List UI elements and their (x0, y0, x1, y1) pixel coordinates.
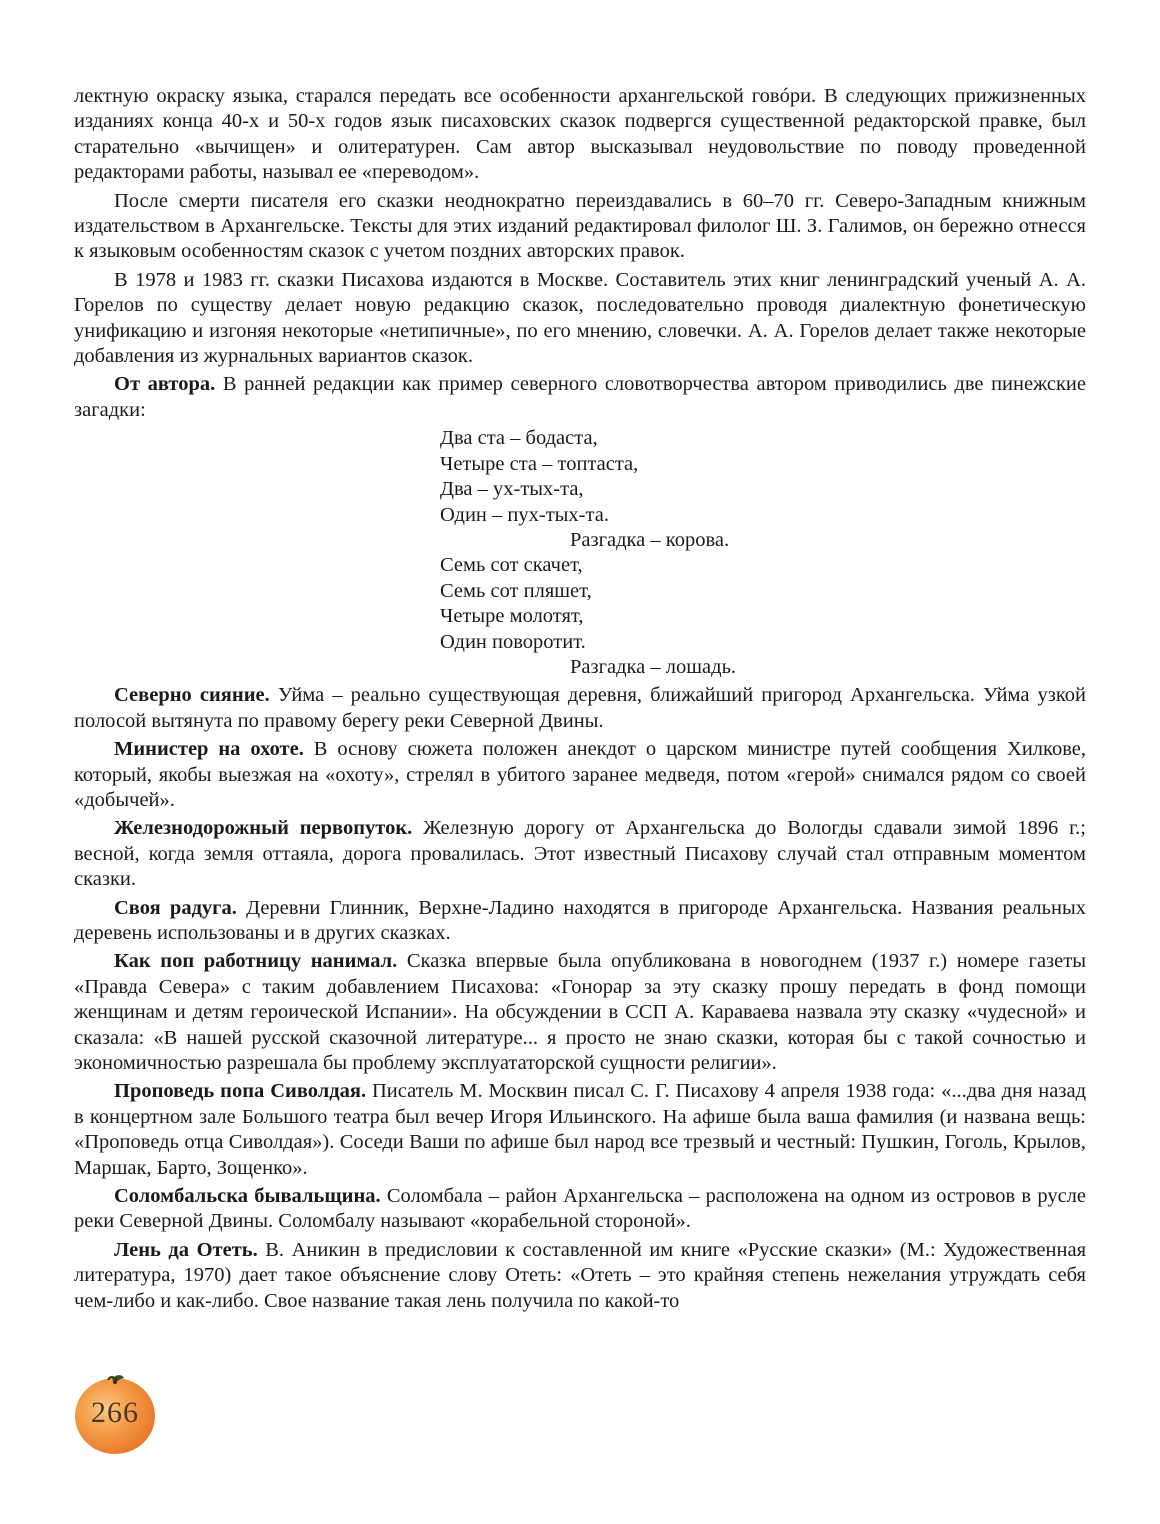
paragraph-continuation (74, 84, 1086, 186)
note-paragraph (74, 737, 1086, 813)
note-paragraph (74, 1184, 1086, 1235)
note-title: Северно сияние. (114, 684, 270, 707)
paragraph-text: После смерти писателя его сказки неоднократно переиздавались в 60–70 гг. Северо-Западным книжным издательством в Архангельске. Тексты для этих изданий редактировал филолог Ш. З. Галимов, он бережно отнесся к языковым особенностям сказок с учетом поздних авторских правок. (74, 189, 1086, 263)
paragraph (74, 189, 1086, 265)
riddle-line: Один поворотит. (440, 630, 586, 653)
note-title: Своя радуга. (114, 896, 237, 919)
note-text: Уйма – реально существующая деревня, ближайший пригород Архангельска. Уйма узкой полосой вытянута по правому берегу реки Северной Двины. (74, 684, 1086, 732)
note-text: Соломбала – район Архангельска – расположена на одном из островов в русле реки Северной Двины. Соломбалу называют «корабельной стороной». (74, 1185, 1086, 1233)
note-paragraph (74, 1079, 1086, 1181)
note-text: Железную дорогу от Архангельска до Вологды сдавали зимой 1896 г.; весной, когда земля оттаяла, дорога провалилась. Этот известный Писахову случай стал отправным моментом сказки. (74, 817, 1086, 891)
note-paragraph (74, 896, 1086, 947)
page-number-badge (72, 1370, 158, 1456)
note-text: В. Аникин в предисловии к составленной им книге «Русские сказки» (М.: Художественная литература, 1970) дает такое объяснение слову Отеть: «Отеть – это крайняя степень нежелания утруждать себя чем-либо и как-либо. Свое название такая лень получила по какой-то (74, 1238, 1086, 1312)
note-paragraph (74, 683, 1086, 734)
paragraph-from-author (74, 372, 1086, 423)
note-text: В основу сюжета положен анекдот о царском министре путей сообщения Хилкове, который, якобы выезжая на «охоту», стрелял в убитого заранее медведя, потом «герой» снимался рядом со своей «добычей». (74, 738, 1086, 811)
riddle-line: Один – пух-тых-та. (440, 503, 609, 526)
note-title: Лень да Отеть. (114, 1238, 258, 1261)
paragraph (74, 268, 1086, 370)
riddle-line: Два – ух-тых-та, (440, 478, 584, 501)
riddle-line: Семь сот пляшет, (440, 579, 592, 602)
paragraph-text: В ранней редакции как пример северного словотворчества автором приводились две пинежские загадки: (74, 373, 1087, 421)
riddle-line: Два ста – бодаста, (440, 427, 598, 450)
note-title: Министер на охоте. (114, 738, 304, 761)
riddle-answer: Разгадка – корова. (570, 528, 730, 551)
riddle-line: Четыре молотят, (440, 605, 584, 628)
paragraph-lead: От автора. (114, 373, 216, 396)
riddle-line: Четыре ста – топтаста, (440, 452, 639, 475)
page-number: 266 (91, 1396, 139, 1429)
note-paragraph (74, 816, 1086, 892)
paragraph-text: В 1978 и 1983 гг. сказки Писахова издаются в Москве. Составитель этих книг ленинградский ученый А. А. Горелов по существу делает новую редакцию сказок, последовательно проводя диалектную фонетическую унификацию и изгоняя некоторые «нетипичные», по его мнению, словечки. А. А. Горелов делает также некоторые добавления из журнальных вариантов сказок. (74, 268, 1086, 368)
riddle-block (74, 426, 1086, 680)
note-title: Проповедь попа Сиволдая. (114, 1080, 367, 1103)
note-title: Соломбальска бывальщина. (114, 1185, 381, 1208)
note-paragraph (74, 949, 1086, 1076)
note-title: Как поп работницу нанимал. (114, 950, 398, 973)
riddle-answer: Разгадка – лошадь. (570, 655, 737, 678)
paragraph-text: лектную окраску языка, старался передать все особенности архангельской говóри. В следующих прижизненных изданиях конца 40-х и 50-х годов язык писаховских сказок подвергся существенной редакторской правке, был старательно «вычищен» и олитературен. Сам автор высказывал неудовольствие по поводу проведенной редакторами работы, называл ее «переводом». (74, 85, 1086, 184)
note-text: Писатель М. Москвин писал С. Г. Писахову 4 апреля 1938 года: «...два дня назад в концертном зале Большого театра был вечер Игоря Ильинского. На афише была ваша фамилия (и названа вещь: «Проповедь отца Сиволдая»). Соседи Ваши по афише был народ все трезвый и честный: Пушкин, Гоголь, Крылов, Маршак, Барто, Зощенко». (74, 1080, 1087, 1179)
note-title: Железнодорожный первопуток. (114, 817, 413, 840)
document-page (74, 84, 1086, 1317)
note-text: Сказка впервые была опубликована в новогоднем (1937 г.) номере газеты «Правда Севера» с таким добавлением Писахова: «Гонорар за эту сказку прошу передать в фонд помощи женщинам и детям героической Испании». На обсуждении в ССП А. Караваева назвала эту сказку «чудесной» и сказала: «В нашей русской сказочной литературе... я просто не знаю сказки, которая бы с такой сочностью и экономичностью разрешала бы проблему эксплуататорской сущности религии». (74, 950, 1086, 1075)
note-paragraph (74, 1238, 1086, 1314)
riddle-line: Семь сот скачет, (440, 554, 583, 577)
note-text: Деревни Глинник, Верхне-Ладино находятся в пригороде Архангельска. Названия реальных деревень использованы и в других сказках. (74, 896, 1086, 944)
